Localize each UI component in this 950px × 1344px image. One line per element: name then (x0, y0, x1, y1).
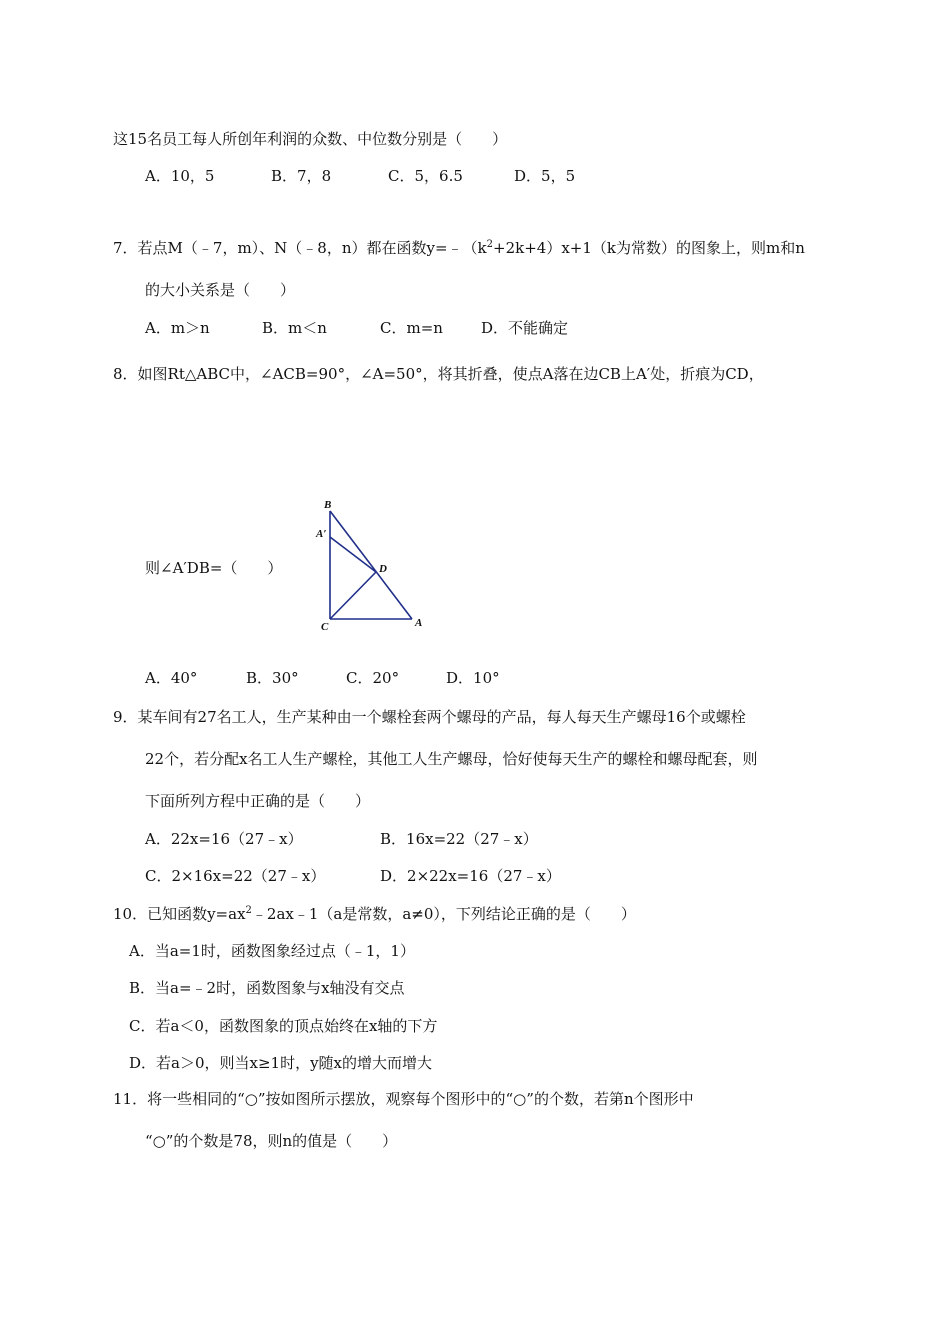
q6-option-c: C．5，6.5 (388, 167, 463, 185)
q7-option-c: C．m=n (380, 319, 443, 337)
label-a: A (415, 617, 423, 629)
q8-option-a: A．40° (145, 669, 198, 687)
q8-option-b: B．30° (246, 669, 299, 687)
q7-option-d: D．不能确定 (481, 319, 569, 337)
q7-stem-line1: 7．若点M（﹣7，m）、N（﹣8，n）都在函数$y=﹣(k^2+2k+4)x+1(k$为常数）的图象上，则m和n (113, 239, 805, 257)
q6-stem: 这15名员工每人所创年利润的众数、中位数分别是（ ） (113, 130, 508, 148)
q8-stem-line2: 则∠A′DB=（ ） (145, 559, 283, 577)
q9-option-d: D．2×22x=16（27﹣x） (380, 867, 561, 885)
q8-option-d: D．10° (446, 669, 500, 687)
side-ba (330, 511, 412, 619)
q10-option-a: A．当a=1时，函数图象经过点（﹣1，1） (129, 942, 415, 960)
q11-stem-line2: “○”的个数是78，则n的值是（ ） (145, 1132, 398, 1150)
crease-cd (330, 572, 376, 619)
q8-option-c: C．20° (346, 669, 400, 687)
label-a-prime: A′ (316, 528, 327, 540)
q10-stem: 10．已知函数$y=ax^2﹣2ax﹣1(a$是常数，a≠0），下列结论正确的是（ ） (113, 905, 636, 923)
q6-option-b: B．7，8 (271, 167, 332, 185)
label-d: D (379, 563, 387, 575)
triangle-lines (330, 511, 412, 619)
q6-option-d: D．5，5 (514, 167, 576, 185)
q9-stem-line2: 22个，若分配x名工人生产螺栓，其他工人生产螺母，恰好使每天生产的螺栓和螺母配套，则 (145, 750, 758, 768)
q7-option-b: B．m＜n (262, 319, 327, 337)
q6-option-a: A．10，5 (145, 167, 215, 185)
q7-stem-line2: 的大小关系是（ ） (145, 281, 296, 299)
label-c: C (321, 621, 329, 633)
q10-option-b: B．当a=﹣2时，函数图象与x轴没有交点 (129, 979, 405, 997)
q9-option-b: B．16x=22（27﹣x） (380, 830, 538, 848)
q10-option-d: D．若a＞0，则当x≥1时，y随x的增大而增大 (129, 1054, 433, 1072)
q9-stem-line1: 9．某车间有27名工人，生产某种由一个螺栓套两个螺母的产品，每人每天生产螺母16个或螺栓 (113, 708, 746, 726)
q11-stem-line1: 11．将一些相同的“○”按如图所示摆放，观察每个图形中的“○”的个数，若第n个图形中 (113, 1090, 694, 1108)
q9-option-a: A．22x=16（27﹣x） (145, 830, 303, 848)
q8-triangle-figure (310, 495, 440, 635)
label-b: B (324, 499, 332, 511)
q9-option-c: C．2×16x=22（27﹣x） (145, 867, 326, 885)
q10-option-c: C．若a＜0，函数图象的顶点始终在x轴的下方 (129, 1017, 438, 1035)
q7-option-a: A．m＞n (145, 319, 210, 337)
q9-stem-line3: 下面所列方程中正确的是（ ） (145, 792, 371, 810)
q8-stem-line1: 8．如图Rt△ABC中，∠ACB=90°，∠A=50°，将其折叠，使点A落在边CB上A′处，折痕为CD， (113, 365, 764, 383)
